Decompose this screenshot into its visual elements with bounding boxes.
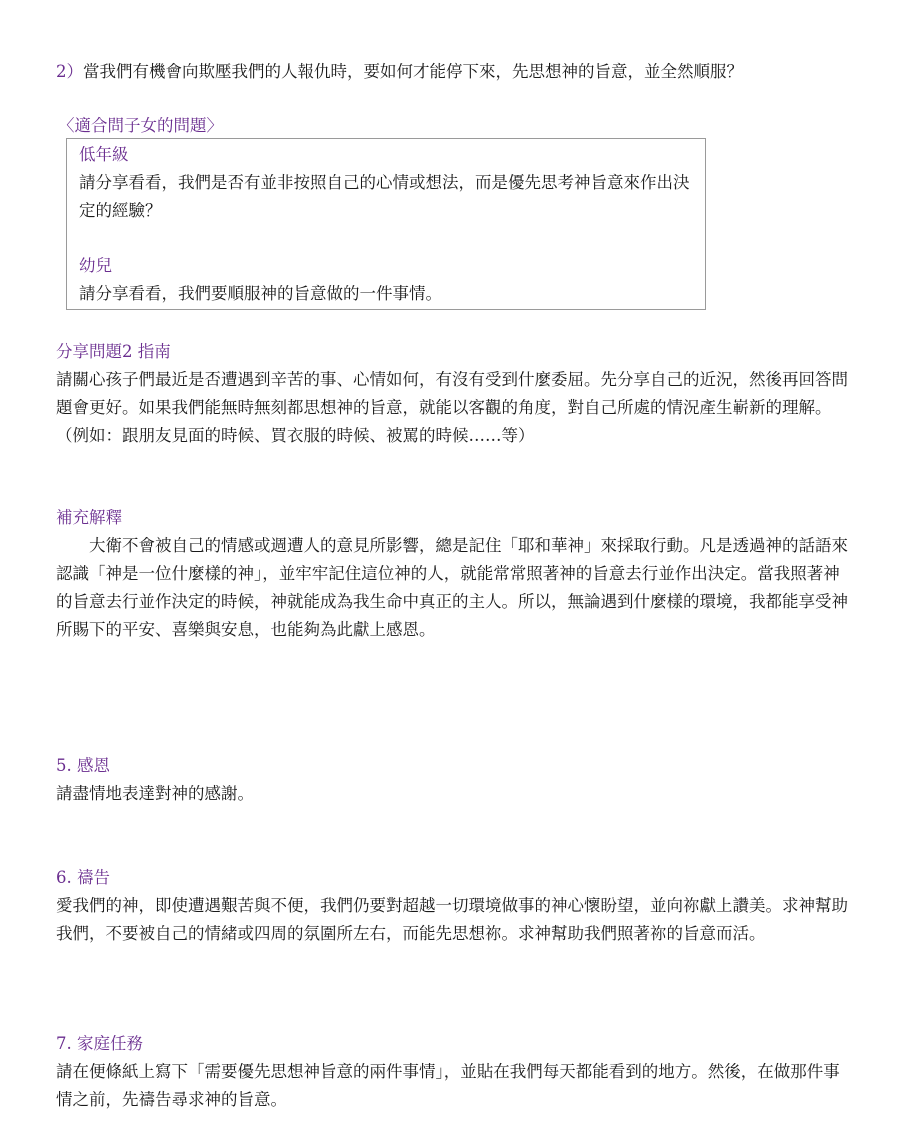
gratitude-heading: 5. 感恩 — [56, 756, 110, 775]
guide-section — [56, 338, 856, 450]
gratitude-text: 請盡情地表達對神的感謝。 — [56, 784, 254, 803]
gratitude-section — [56, 752, 856, 808]
question-number: 2） — [56, 62, 83, 81]
homework-text: 請在便條紙上寫下「需要優先思想神旨意的兩件事情」，並貼在我們每天都能看到的地方。然後，在做那件事情之前，先禱告尋求神的旨意。 — [56, 1062, 840, 1109]
supplement-heading: 補充解釋 — [56, 508, 122, 527]
question-text: 當我們有機會向欺壓我們的人報仇時，要如何才能停下來，先思想神的旨意，並全然順服？ — [83, 62, 743, 81]
prayer-heading: 6. 禱告 — [56, 868, 110, 887]
toddler-question: 請分享看看，我們要順服神的旨意做的一件事情。 — [79, 284, 442, 303]
lower-grade-label: 低年級 — [79, 145, 129, 164]
toddler-label: 幼兒 — [79, 256, 112, 275]
question-2 — [56, 58, 743, 82]
homework-heading: 7. 家庭任務 — [56, 1034, 143, 1053]
guide-heading: 分享問題2 指南 — [56, 342, 171, 361]
guide-text: 請關心孩子們最近是否遭遇到辛苦的事、心情如何，有沒有受到什麼委屈。先分享自己的近況，然後再回答問題會更好。如果我們能無時無刻都思想神的旨意，就能以客觀的角度，對自己所處的情況產生嶄新的理解。（例如：跟朋友見面的時候、買衣服的時候、被罵的時候……等） — [56, 370, 848, 445]
children-questions-heading: 〈適合問子女的問題〉 — [58, 116, 223, 135]
homework-section — [56, 1030, 856, 1114]
children-questions-box — [66, 138, 706, 310]
supplement-section — [56, 504, 856, 644]
prayer-text: 愛我們的神，即使遭遇艱苦與不便，我們仍要對超越一切環境做事的神心懷盼望，並向祢獻上讚美。求神幫助我們，不要被自己的情緒或四周的氛圍所左右，而能先思想祢。求神幫助我們照著祢的旨意而活。 — [56, 896, 848, 943]
prayer-section — [56, 864, 856, 948]
supplement-text: 大衛不會被自己的情感或週遭人的意見所影響，總是記住「耶和華神」來採取行動。凡是透過神的話語來認識「神是一位什麼樣的神」，並牢牢記住這位神的人，就能常常照著神的旨意去行並作出決定。當我照著神的旨意去行並作決定的時候，神就能成為我生命中真正的主人。所以，無論遇到什麼樣的環境，我都能享受神所賜下的平安、喜樂與安息，也能夠為此獻上感恩。 — [56, 536, 848, 639]
lower-grade-question: 請分享看看，我們是否有並非按照自己的心情或想法，而是優先思考神旨意來作出決定的經驗？ — [79, 173, 690, 220]
spacer — [79, 225, 693, 252]
